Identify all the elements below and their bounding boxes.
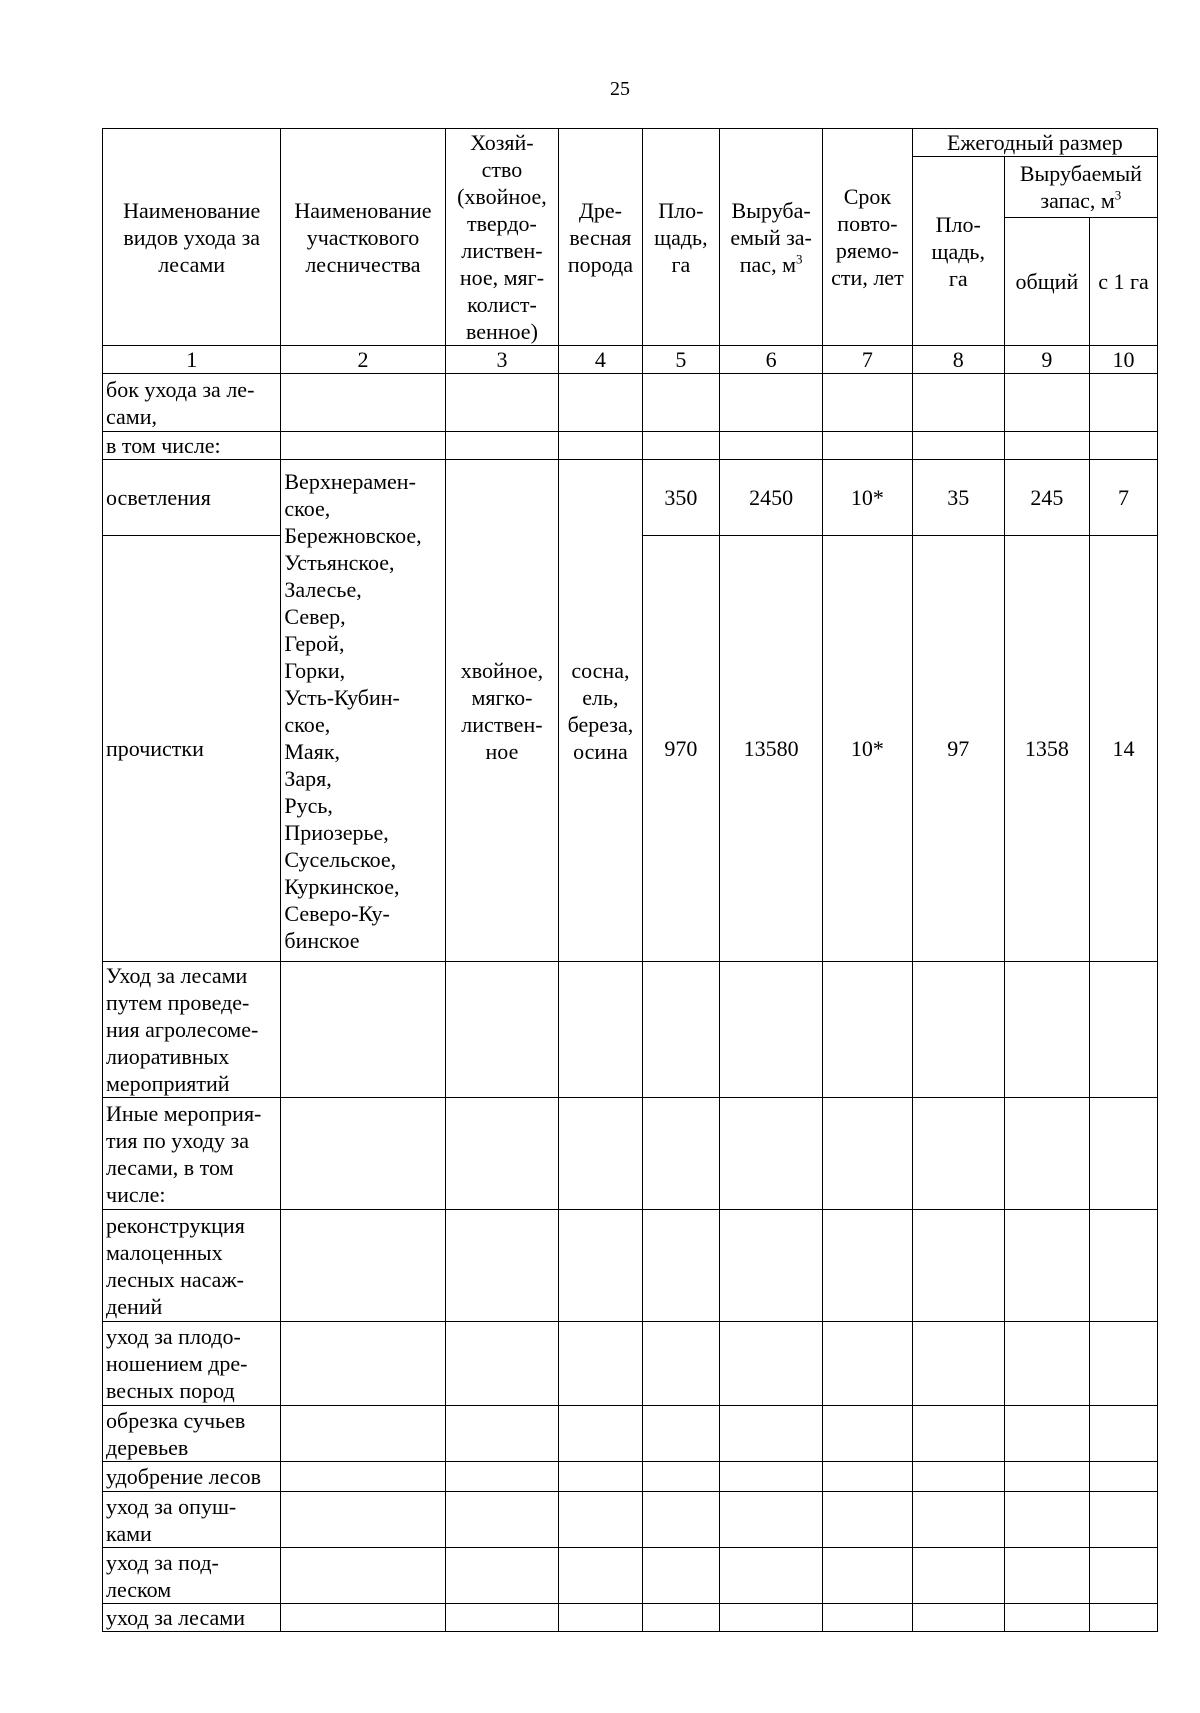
- empty-cell: [720, 1462, 823, 1492]
- empty-cell: [912, 374, 1004, 432]
- empty-cell: [281, 1604, 445, 1632]
- row-label: обрезка сучьев деревьев: [103, 1406, 281, 1462]
- empty-cell: [720, 1098, 823, 1210]
- empty-cell: [642, 962, 720, 1098]
- value-cell: 10*: [823, 536, 913, 962]
- empty-cell: [823, 1406, 913, 1462]
- empty-cell: [823, 1210, 913, 1322]
- empty-cell: [559, 1604, 642, 1632]
- header-forestry: Наименование участкового лесничества: [281, 129, 445, 346]
- value-cell: 1358: [1004, 536, 1089, 962]
- row-label: удобрение лесов: [103, 1462, 281, 1492]
- empty-cell: [912, 1098, 1004, 1210]
- value-cell: 350: [642, 460, 720, 536]
- header-cut-stock-annual: [1004, 157, 1157, 218]
- empty-cell: [445, 1492, 559, 1548]
- empty-cell: [281, 1492, 445, 1548]
- table-row: [103, 1548, 1158, 1604]
- table-row: [103, 432, 1158, 460]
- empty-cell: [1090, 1604, 1158, 1632]
- header-cut-stock-annual-text: Вырубаемый запас, м: [1019, 161, 1142, 213]
- table-row: [103, 1462, 1158, 1492]
- empty-cell: [1004, 1604, 1089, 1632]
- empty-cell: [1090, 1462, 1158, 1492]
- empty-cell: [823, 1462, 913, 1492]
- empty-cell: [559, 1406, 642, 1462]
- header-total: общий: [1004, 218, 1089, 346]
- column-number: 1: [103, 346, 281, 374]
- value-cell: 7: [1090, 460, 1158, 536]
- empty-cell: [1004, 1210, 1089, 1322]
- empty-cell: [1090, 1492, 1158, 1548]
- empty-cell: [720, 1322, 823, 1406]
- empty-cell: [559, 1322, 642, 1406]
- empty-cell: [445, 1322, 559, 1406]
- empty-cell: [559, 374, 642, 432]
- empty-cell: [1090, 1406, 1158, 1462]
- value-cell: 2450: [720, 460, 823, 536]
- header-economy: Хозяй- ство (хвойное, твердо- листвен- ное, мяг- колист- венное): [445, 129, 559, 346]
- empty-cell: [720, 1210, 823, 1322]
- page-number: 25: [610, 78, 630, 100]
- row-label: уход за опуш- ками: [103, 1492, 281, 1548]
- empty-cell: [823, 1548, 913, 1604]
- empty-cell: [720, 374, 823, 432]
- empty-cell: [281, 1548, 445, 1604]
- empty-cell: [912, 1604, 1004, 1632]
- row-label: Уход за лесами путем проведе- ния агролесоме- лиоративных мероприятий: [103, 962, 281, 1098]
- empty-cell: [823, 1322, 913, 1406]
- table-row: [103, 1210, 1158, 1322]
- column-number: 9: [1004, 346, 1089, 374]
- empty-cell: [642, 1492, 720, 1548]
- empty-cell: [559, 1492, 642, 1548]
- empty-cell: [281, 1210, 445, 1322]
- empty-cell: [1004, 1098, 1089, 1210]
- empty-cell: [1004, 1406, 1089, 1462]
- empty-cell: [281, 1462, 445, 1492]
- empty-cell: [720, 432, 823, 460]
- header-cut-stock-text: Выруба- емый за- пас, м: [730, 197, 812, 277]
- empty-cell: [642, 1604, 720, 1632]
- empty-cell: [559, 1548, 642, 1604]
- header-annual-size: Ежегодный размер: [912, 129, 1157, 157]
- empty-cell: [720, 1492, 823, 1548]
- empty-cell: [823, 432, 913, 460]
- superscript-3: 3: [1114, 187, 1122, 203]
- row-label: бок ухода за ле- сами,: [103, 374, 281, 432]
- table-row: [103, 374, 1158, 432]
- empty-cell: [642, 432, 720, 460]
- empty-cell: [642, 1322, 720, 1406]
- empty-cell: [642, 1098, 720, 1210]
- empty-cell: [642, 1548, 720, 1604]
- header-care-type: Наименование видов ухода за лесами: [103, 129, 281, 346]
- row-label: уход за под- леском: [103, 1548, 281, 1604]
- empty-cell: [559, 962, 642, 1098]
- species-cell: сосна, ель, береза, осина: [559, 460, 642, 962]
- header-per-ha: с 1 га: [1090, 218, 1158, 346]
- value-cell: 35: [912, 460, 1004, 536]
- empty-cell: [1090, 1322, 1158, 1406]
- table-row: [103, 1098, 1158, 1210]
- column-number: 8: [912, 346, 1004, 374]
- empty-cell: [823, 1604, 913, 1632]
- empty-cell: [559, 1462, 642, 1492]
- empty-cell: [1004, 1462, 1089, 1492]
- empty-cell: [559, 1210, 642, 1322]
- empty-cell: [912, 962, 1004, 1098]
- column-number: 5: [642, 346, 720, 374]
- empty-cell: [445, 1210, 559, 1322]
- value-cell: 970: [642, 536, 720, 962]
- table-row: [103, 1406, 1158, 1462]
- header-cut-stock: [720, 129, 823, 346]
- empty-cell: [1004, 962, 1089, 1098]
- empty-cell: [1004, 1548, 1089, 1604]
- value-cell: 97: [912, 536, 1004, 962]
- empty-cell: [912, 1322, 1004, 1406]
- empty-cell: [912, 1406, 1004, 1462]
- empty-cell: [281, 432, 445, 460]
- empty-cell: [1090, 1098, 1158, 1210]
- column-number: 7: [823, 346, 913, 374]
- forestry-list: Верхнерамен- ское, Бережновское, Устьянское, Залесье, Север, Герой, Горки, Усть-Кубин- ское, Маяк, Заря, Русь, Приозерье, Сусельское, Куркинское, Северо-Ку- бинское: [281, 460, 445, 962]
- table-row: [103, 1604, 1158, 1632]
- table-row: [103, 1492, 1158, 1548]
- empty-cell: [1004, 374, 1089, 432]
- column-number: 3: [445, 346, 559, 374]
- empty-cell: [912, 1548, 1004, 1604]
- row-label: уход за лесами: [103, 1604, 281, 1632]
- empty-cell: [445, 374, 559, 432]
- empty-cell: [912, 1492, 1004, 1548]
- empty-cell: [642, 1210, 720, 1322]
- table-row: [103, 962, 1158, 1098]
- empty-cell: [912, 1210, 1004, 1322]
- empty-cell: [912, 1462, 1004, 1492]
- empty-cell: [445, 1406, 559, 1462]
- empty-cell: [445, 1462, 559, 1492]
- empty-cell: [1090, 1548, 1158, 1604]
- row-label: Иные мероприя- тия по уходу за лесами, в том числе:: [103, 1098, 281, 1210]
- header-annual-area: Пло- щадь, га: [912, 157, 1004, 346]
- empty-cell: [720, 1406, 823, 1462]
- empty-cell: [281, 1406, 445, 1462]
- column-number: 2: [281, 346, 445, 374]
- table-row: [103, 1322, 1158, 1406]
- row-label: в том числе:: [103, 432, 281, 460]
- empty-cell: [445, 1098, 559, 1210]
- empty-cell: [1090, 1210, 1158, 1322]
- column-numbers-row: [103, 346, 1158, 374]
- row-label: реконструкция малоценных лесных насаж- дений: [103, 1210, 281, 1322]
- empty-cell: [720, 962, 823, 1098]
- value-cell: 10*: [823, 460, 913, 536]
- empty-cell: [1090, 374, 1158, 432]
- empty-cell: [642, 1462, 720, 1492]
- superscript-3: 3: [796, 251, 803, 267]
- empty-cell: [823, 962, 913, 1098]
- empty-cell: [281, 1322, 445, 1406]
- empty-cell: [642, 1406, 720, 1462]
- economy-cell: хвойное, мягко- листвен- ное: [445, 460, 559, 962]
- empty-cell: [1090, 432, 1158, 460]
- empty-cell: [720, 1548, 823, 1604]
- value-cell: 14: [1090, 536, 1158, 962]
- empty-cell: [281, 1098, 445, 1210]
- empty-cell: [1090, 962, 1158, 1098]
- header-species: Дре- весная порода: [559, 129, 642, 346]
- empty-cell: [1004, 1492, 1089, 1548]
- table-row: [103, 460, 1158, 536]
- empty-cell: [445, 1604, 559, 1632]
- empty-cell: [445, 1548, 559, 1604]
- empty-cell: [823, 374, 913, 432]
- empty-cell: [823, 1098, 913, 1210]
- empty-cell: [912, 432, 1004, 460]
- empty-cell: [281, 374, 445, 432]
- row-label: уход за плодо- ношением дре- весных пород: [103, 1322, 281, 1406]
- empty-cell: [642, 374, 720, 432]
- column-number: 6: [720, 346, 823, 374]
- header-area: Пло- щадь, га: [642, 129, 720, 346]
- column-number: 10: [1090, 346, 1158, 374]
- row-label: прочистки: [103, 536, 281, 962]
- forest-care-table: [102, 128, 1158, 1632]
- value-cell: 245: [1004, 460, 1089, 536]
- empty-cell: [1004, 432, 1089, 460]
- empty-cell: [445, 432, 559, 460]
- empty-cell: [559, 1098, 642, 1210]
- empty-cell: [1004, 1322, 1089, 1406]
- row-label: осветления: [103, 460, 281, 536]
- empty-cell: [823, 1492, 913, 1548]
- empty-cell: [720, 1604, 823, 1632]
- empty-cell: [281, 962, 445, 1098]
- empty-cell: [559, 432, 642, 460]
- value-cell: 13580: [720, 536, 823, 962]
- empty-cell: [445, 962, 559, 1098]
- header-repeat-period: Срок повто- ряемо- сти, лет: [823, 129, 913, 346]
- column-number: 4: [559, 346, 642, 374]
